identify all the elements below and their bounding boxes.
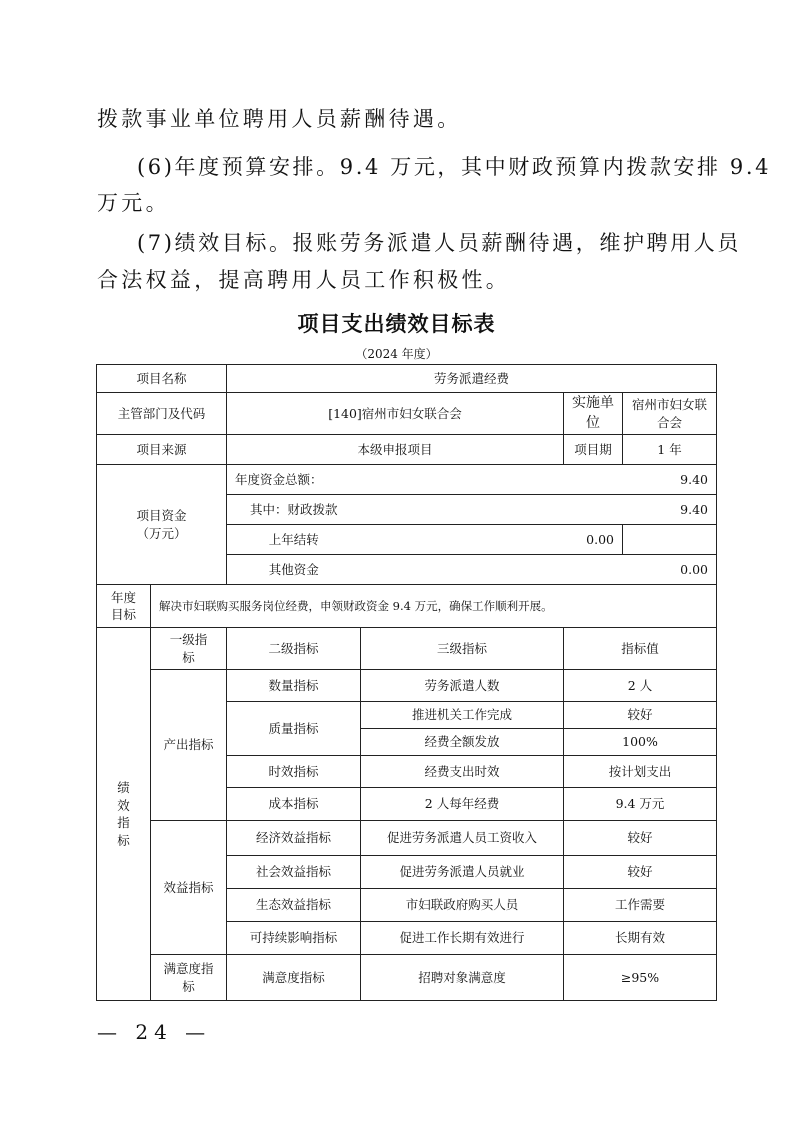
table-year: （2024 年度） [355, 347, 438, 361]
sustainable-l2: 可持续影响指标 [227, 922, 361, 955]
funds-other-label: 其他资金 [227, 555, 361, 585]
quality-l2: 质量指标 [227, 702, 361, 756]
timeliness-l2: 时效指标 [227, 756, 361, 788]
table-row [97, 628, 717, 670]
dept-label: 主管部门及代码 [97, 393, 227, 435]
timeliness-value: 按计划支出 [564, 756, 717, 788]
header-value: 指标值 [564, 628, 717, 670]
table-row [97, 365, 717, 393]
header-level1: 一级指标 [151, 628, 227, 670]
impl-unit-value: 宿州市妇女联合会 [623, 393, 717, 435]
satisfaction-value: ≥95% [564, 955, 717, 1001]
timeliness-l3: 经费支出时效 [361, 756, 564, 788]
output-label: 产出指标 [151, 670, 227, 821]
table-row [97, 585, 717, 628]
quality-b-value: 100% [564, 729, 717, 756]
header-level3: 三级指标 [361, 628, 564, 670]
economic-value: 较好 [564, 821, 717, 856]
economic-l2: 经济效益指标 [227, 821, 361, 856]
sustainable-l3: 促进工作长期有效进行 [361, 922, 564, 955]
ecological-l2: 生态效益指标 [227, 889, 361, 922]
paragraph-line-2: (6)年度预算安排。9.4 万元，其中财政预算内拨款安排 9.4 [137, 155, 772, 179]
table-row [97, 670, 717, 702]
source-value: 本级申报项目 [227, 435, 564, 465]
funds-total: 9.40 [361, 465, 717, 495]
quantity-value: 2 人 [564, 670, 717, 702]
funds-label-cell [97, 465, 227, 585]
economic-l3: 促进劳务派遣人员工资收入 [361, 821, 564, 856]
source-label: 项目来源 [97, 435, 227, 465]
cost-value: 9.4 万元 [564, 788, 717, 821]
header-level2: 二级指标 [227, 628, 361, 670]
quality-a-l3: 推进机关工作完成 [361, 702, 564, 729]
table-title: 项目支出绩效目标表 [297, 312, 496, 336]
annual-goal-text: 解决市妇联购买服务岗位经费，申领财政资金 9.4 万元，确保工作顺利开展。 [151, 585, 717, 628]
funds-carryover: 0.00 [361, 525, 623, 555]
table-row [97, 435, 717, 465]
ecological-value: 工作需要 [564, 889, 717, 922]
period-label: 项目期 [564, 435, 623, 465]
satisfaction-l2: 满意度指标 [227, 955, 361, 1001]
quality-a-value: 较好 [564, 702, 717, 729]
performance-label: 绩效指标 [97, 628, 151, 1001]
paragraph-line-1: 拨款事业单位聘用人员薪酬待遇。 [97, 107, 462, 131]
paragraph-line-5: 合法权益，提高聘用人员工作积极性。 [97, 268, 511, 292]
satisfaction-l3: 招聘对象满意度 [361, 955, 564, 1001]
ecological-l3: 市妇联政府购买人员 [361, 889, 564, 922]
funds-unit: （万元） [136, 525, 187, 541]
quality-b-l3: 经费全额发放 [361, 729, 564, 756]
period-value: 1 年 [623, 435, 717, 465]
social-value: 较好 [564, 856, 717, 889]
cost-l3: 2 人每年经费 [361, 788, 564, 821]
funds-other: 0.00 [361, 555, 717, 585]
page-number: — 24 — [97, 1020, 212, 1044]
funds-carryover-label: 上年结转 [227, 525, 361, 555]
funds-fiscal: 9.40 [361, 495, 717, 525]
annual-goal-label: 年度目标 [97, 585, 151, 628]
funds-fiscal-label: 其中：财政拨款 [227, 495, 361, 525]
table-row [97, 821, 717, 856]
funds-label: 项目资金 [136, 508, 187, 523]
funds-carryover-blank [623, 525, 717, 555]
impl-unit-label: 实施单位 [564, 393, 623, 435]
project-name-label: 项目名称 [97, 365, 227, 393]
quantity-l2: 数量指标 [227, 670, 361, 702]
table-row [97, 955, 717, 1001]
benefit-label: 效益指标 [151, 821, 227, 955]
table-row [97, 393, 717, 435]
social-l3: 促进劳务派遣人员就业 [361, 856, 564, 889]
project-name: 劳务派遣经费 [227, 365, 717, 393]
funds-total-label: 年度资金总额： [227, 465, 361, 495]
paragraph-line-4: (7)绩效目标。报账劳务派遣人员薪酬待遇，维护聘用人员 [137, 231, 741, 255]
dept-value: [140]宿州市妇女联合会 [227, 393, 564, 435]
sustainable-value: 长期有效 [564, 922, 717, 955]
social-l2: 社会效益指标 [227, 856, 361, 889]
quantity-l3: 劳务派遣人数 [361, 670, 564, 702]
table-row [97, 465, 717, 495]
satisfaction-label: 满意度指标 [151, 955, 227, 1001]
paragraph-line-3: 万元。 [97, 191, 170, 215]
cost-l2: 成本指标 [227, 788, 361, 821]
performance-table [96, 364, 717, 1001]
